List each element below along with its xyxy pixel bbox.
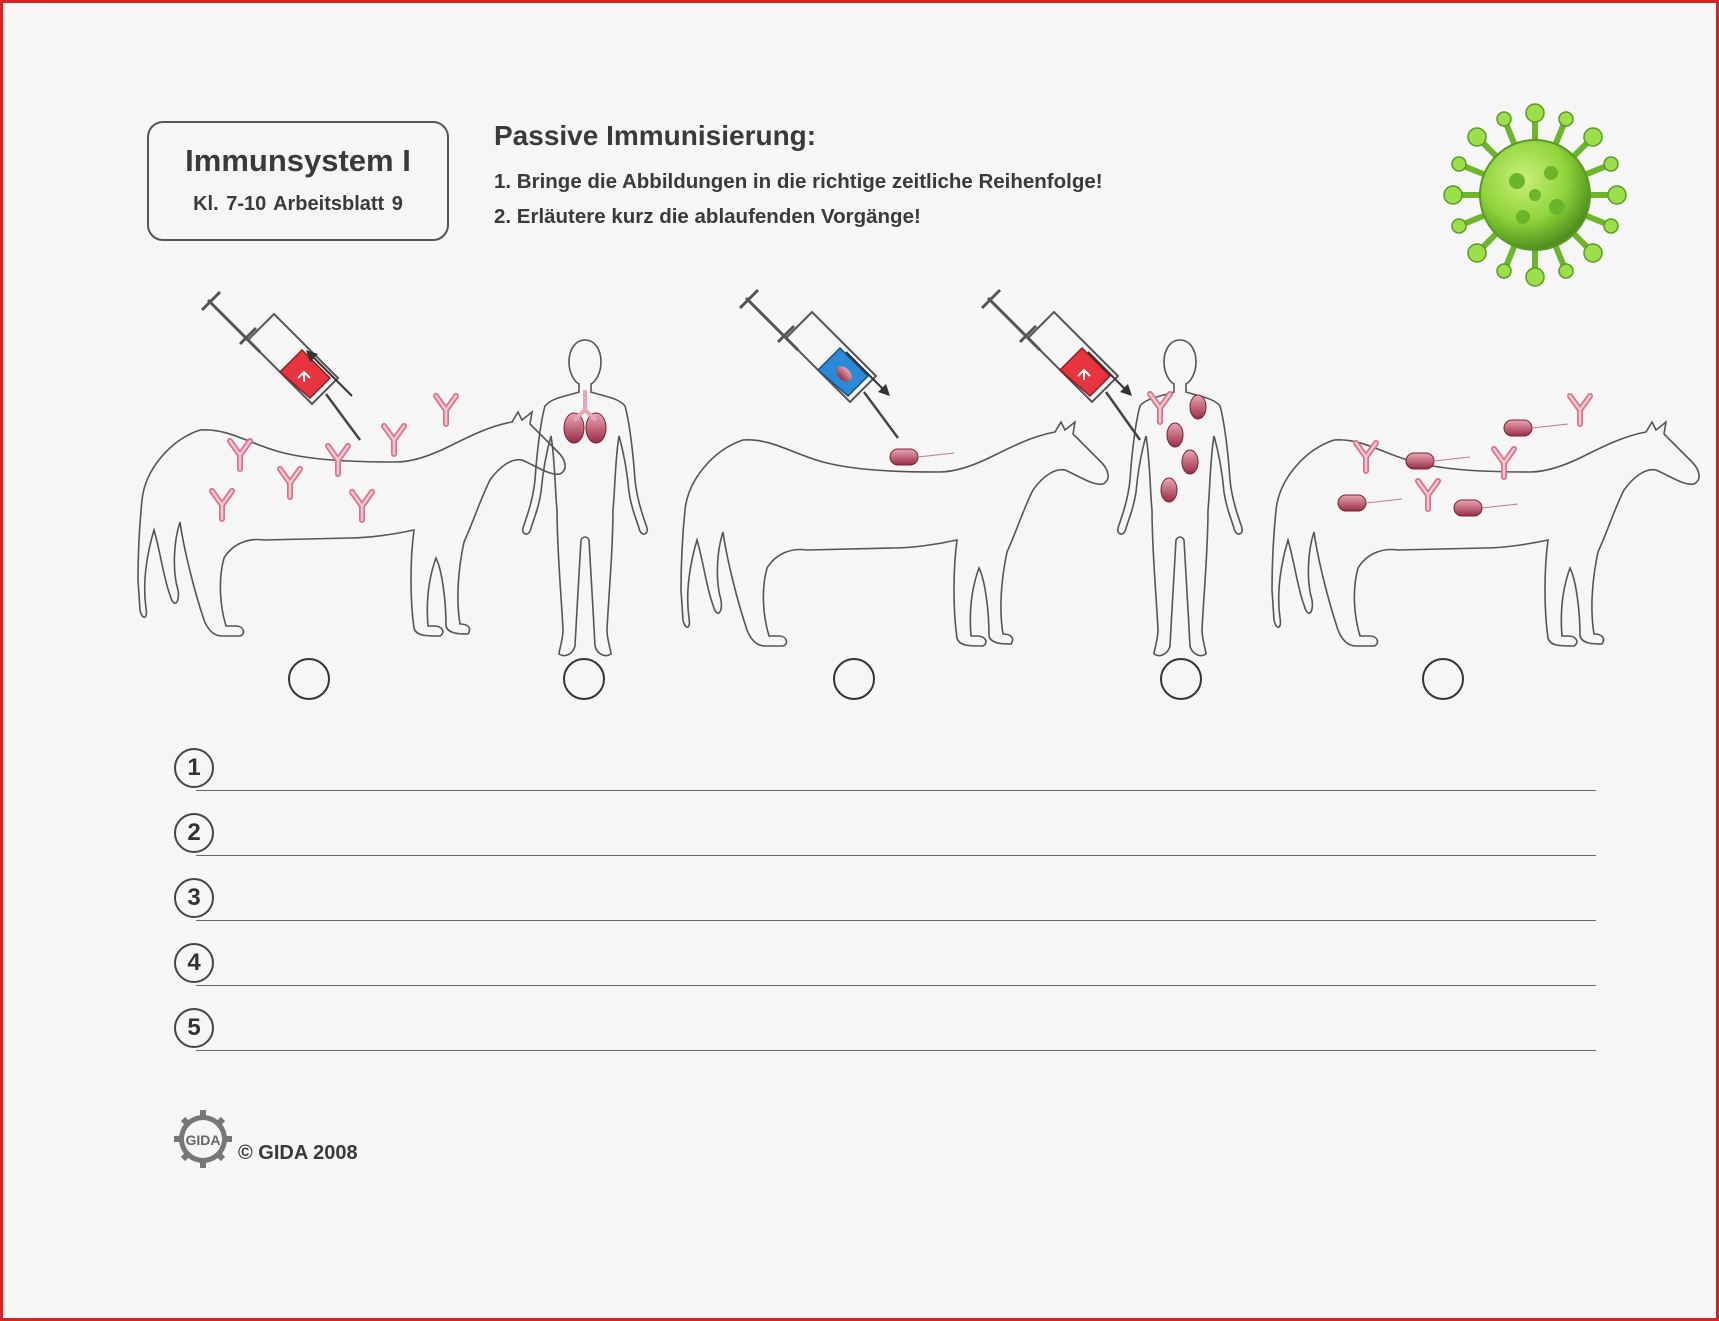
figure-1-horse — [138, 292, 565, 636]
answer-row-3[interactable] — [174, 878, 1596, 924]
figure-2-human — [523, 340, 648, 656]
answer-row-5[interactable] — [174, 1008, 1596, 1054]
answer-line[interactable] — [196, 855, 1596, 856]
syringe-icon — [982, 290, 1140, 440]
figure-3-horse — [681, 290, 1108, 646]
answer-row-4[interactable] — [174, 943, 1596, 989]
answer-number: 5 — [174, 1008, 214, 1048]
answer-number: 3 — [174, 878, 214, 918]
answer-number: 2 — [174, 813, 214, 853]
answer-line[interactable] — [196, 790, 1596, 791]
section-heading: Passive Immunisierung: — [494, 120, 817, 151]
figure-5-horse — [1272, 396, 1699, 646]
order-circle-4[interactable] — [1160, 658, 1202, 700]
answer-line[interactable] — [196, 985, 1596, 986]
answer-line[interactable] — [196, 1050, 1596, 1051]
order-circle-1[interactable] — [288, 658, 330, 700]
task-2: 2. Erläutere kurz die ablaufenden Vorgänge! — [494, 205, 921, 228]
syringe-icon — [740, 290, 898, 438]
figure-4-human — [982, 290, 1242, 656]
answer-number: 1 — [174, 748, 214, 788]
answer-row-2[interactable] — [174, 813, 1596, 859]
answer-number: 4 — [174, 943, 214, 983]
antibody-icon — [1356, 396, 1590, 509]
infection-icon — [564, 390, 606, 443]
worksheet-title: Immunsystem I — [185, 143, 411, 178]
gida-logo-icon — [174, 1110, 232, 1168]
worksheet-subtitle: Kl. 7-10 Arbeitsblatt 9 — [193, 193, 403, 215]
copyright-text: © GIDA 2008 — [238, 1142, 358, 1164]
answer-row-1[interactable] — [174, 748, 1596, 794]
order-circle-5[interactable] — [1422, 658, 1464, 700]
pathogen-icon — [1161, 395, 1206, 502]
order-circle-3[interactable] — [833, 658, 875, 700]
answer-line[interactable] — [196, 920, 1596, 921]
virus-icon — [1444, 104, 1626, 286]
gida-logo-text: GIDA — [185, 1132, 221, 1148]
task-1: 1. Bringe die Abbildungen in die richtige zeitliche Reihenfolge! — [494, 170, 1103, 193]
order-circle-2[interactable] — [563, 658, 605, 700]
syringe-icon — [202, 292, 360, 440]
